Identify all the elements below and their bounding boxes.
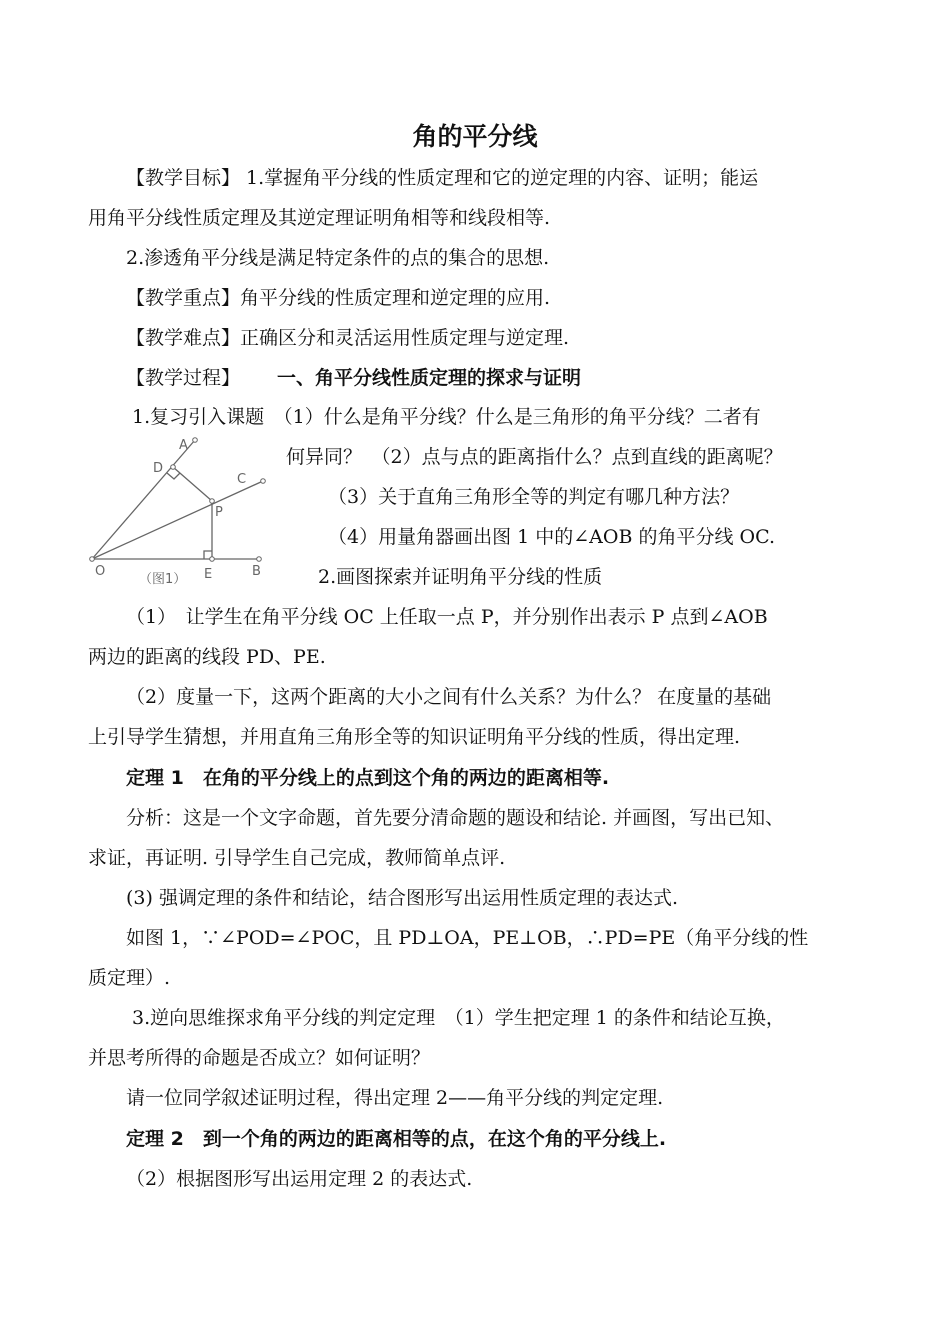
label-c: C <box>237 472 247 487</box>
section-heading: 一、角平分线性质定理的探求与证明 <box>277 367 582 389</box>
label-o: O <box>95 564 106 579</box>
review-line-3: （3）关于直角三角形全等的判定有哪几种方法？ <box>328 486 740 508</box>
emphasis-line: (3) 强调定理的条件和结论，结合图形写出运用性质定理的表达式. <box>126 887 678 909</box>
figure-1 <box>87 432 270 592</box>
converse-line-1: 3.逆向思维探求角平分线的判定定理 （1）学生把定理 1 的条件和结论互换， <box>132 1007 785 1029</box>
converse-line-2: 并思考所得的命题是否成立？如何证明？ <box>88 1047 431 1069</box>
segment-pd <box>173 467 212 501</box>
right-angle-mark-d <box>167 473 180 479</box>
explore-line-4: 上引导学生猜想，并用直角三角形全等的知识证明角平分线的性质，得出定理. <box>88 726 741 748</box>
theorem-2: 定理 2 到一个角的两边的距离相等的点，在这个角的平分线上. <box>126 1128 667 1150</box>
label-d: D <box>153 461 164 476</box>
analysis-line-1: 分析：这是一个文字命题，首先要分清命题的题设和结论. 并画图，写出已知、 <box>126 807 785 829</box>
analysis-line-2: 求证，再证明. 引导学生自己完成，教师简单点评. <box>88 847 506 869</box>
ray-oa <box>92 440 195 559</box>
review-line-2: 何异同？ （2）点与点的距离指什么？点到直线的距离呢？ <box>286 446 783 468</box>
expression-line-2: 质定理）. <box>88 967 171 989</box>
objectives-line-1: 【教学目标】 1.掌握角平分线的性质定理和它的逆定理的内容、证明；能运 <box>126 167 759 189</box>
explore-line-1: （1） 让学生在角平分线 OC 上任取一点 P，并分别作出表示 P 点到∠AOB <box>126 606 768 628</box>
ray-oc <box>92 481 263 559</box>
figure-caption: （图1） <box>139 572 187 587</box>
label-a: A <box>179 438 188 453</box>
label-p: P <box>215 505 223 520</box>
process-label: 【教学过程】 <box>126 367 241 389</box>
difficulties-line: 【教学难点】正确区分和灵活运用性质定理与逆定理. <box>126 327 570 349</box>
explore-line-2: 两边的距离的线段 PD、PE. <box>88 646 326 668</box>
explore-line-3: （2）度量一下，这两个距离的大小之间有什么关系？为什么？ 在度量的基础 <box>126 686 772 708</box>
objectives-line-2: 用角平分线性质定理及其逆定理证明角相等和线段相等. <box>88 207 551 229</box>
label-b: B <box>252 564 261 579</box>
page-title: 角的平分线 <box>412 122 538 151</box>
explore-heading: 2.画图探索并证明角平分线的性质 <box>318 566 603 588</box>
key-points-line: 【教学重点】角平分线的性质定理和逆定理的应用. <box>126 287 551 309</box>
review-line-1: 1.复习引入课题 （1）什么是角平分线？什么是三角形的角平分线？二者有 <box>132 406 761 428</box>
theorem-1: 定理 1 在角的平分线上的点到这个角的两边的距离相等. <box>126 767 610 789</box>
label-e: E <box>204 567 213 582</box>
review-line-4: （4）用量角器画出图 1 中的∠AOB 的角平分线 OC. <box>328 526 775 548</box>
angle-bisector-diagram <box>87 432 270 592</box>
converse-line-3: 请一位同学叙述证明过程，得出定理 2——角平分线的判定定理. <box>126 1087 664 1109</box>
expression-line-1: 如图 1，∵∠POD=∠POC，且 PD⊥OA，PE⊥OB，∴PD=PE（角平分线的性 <box>126 927 809 949</box>
objectives-line-3: 2.渗透角平分线是满足特定条件的点的集合的思想. <box>126 247 550 269</box>
final-line: （2）根据图形写出运用定理 2 的表达式. <box>126 1168 473 1190</box>
